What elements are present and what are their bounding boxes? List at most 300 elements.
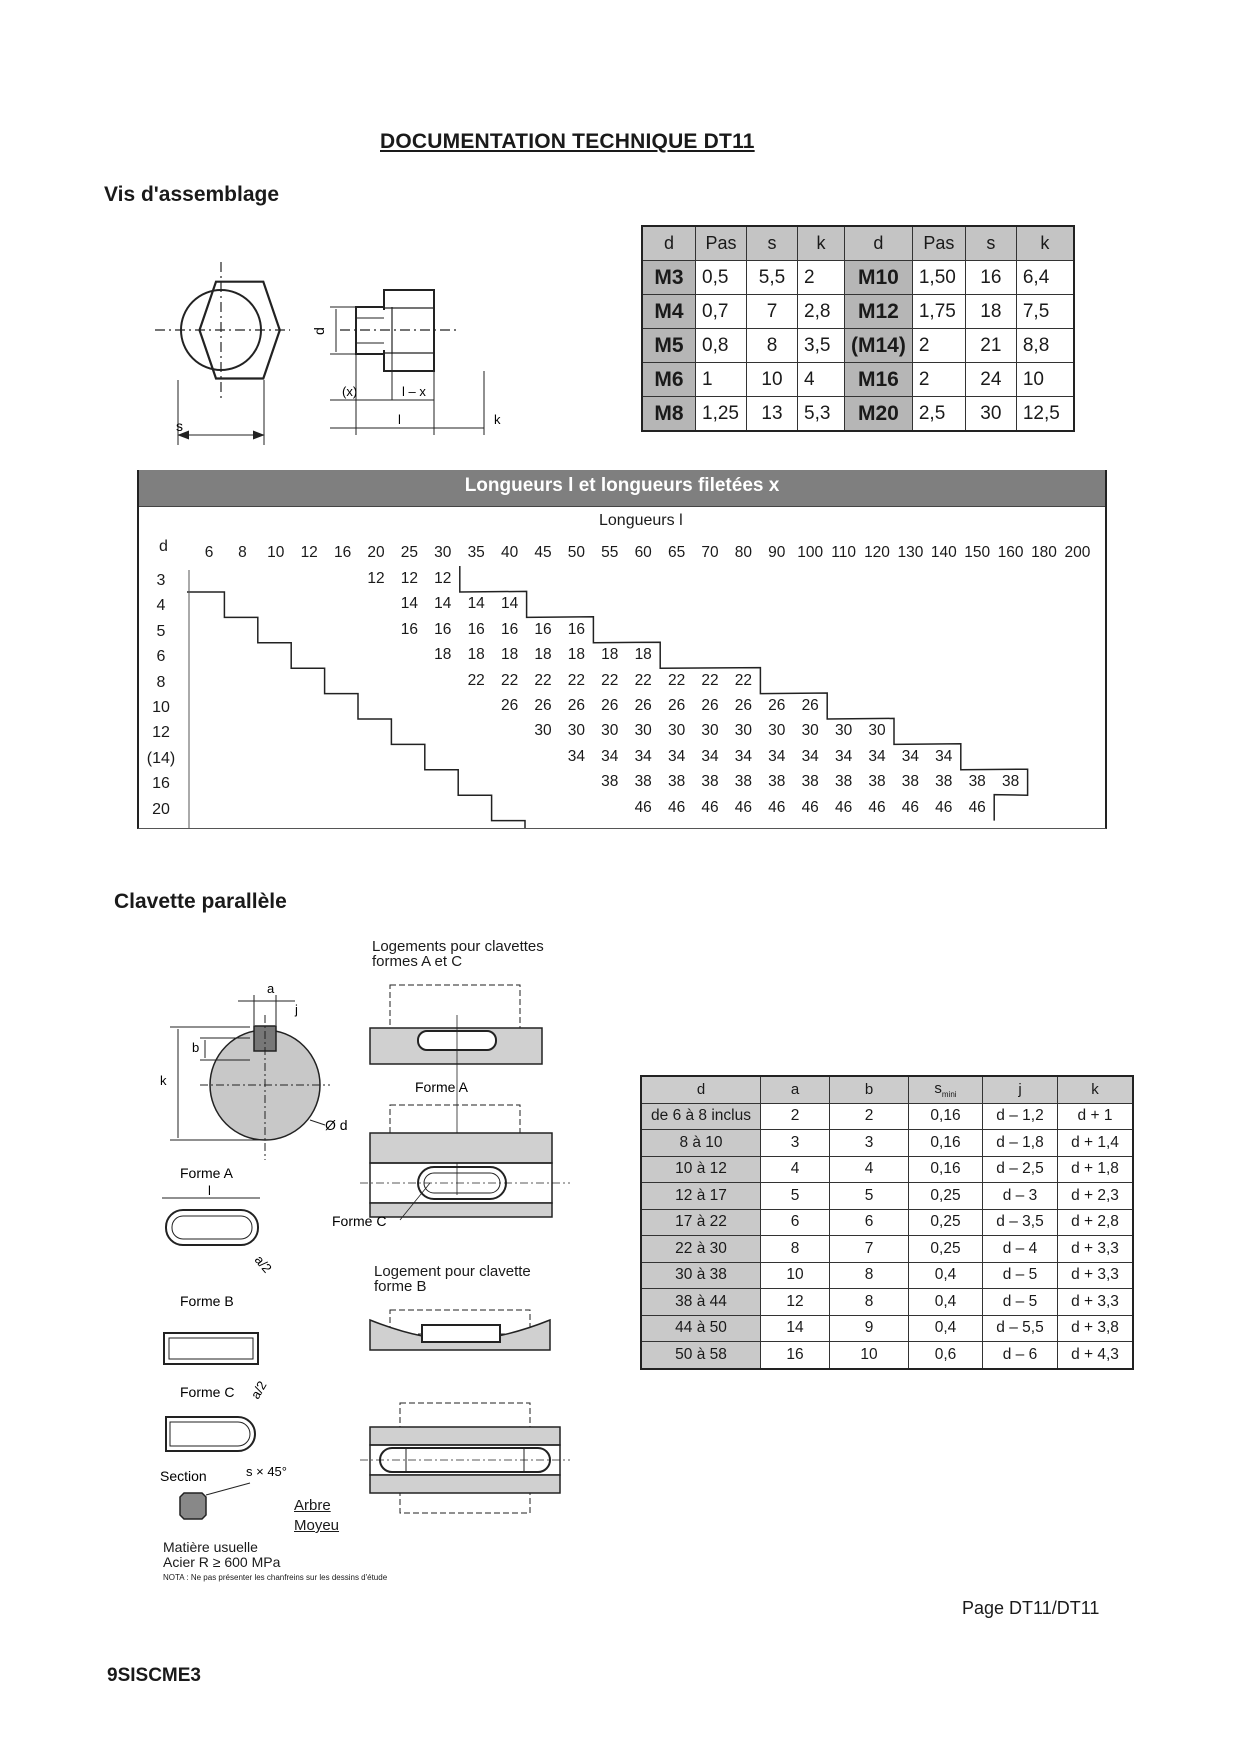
thread-length-cell: 30 — [701, 722, 719, 740]
thread-length-cell: 12 — [400, 570, 419, 587]
screws-heading: Vis d'assemblage — [104, 183, 280, 206]
table-cell: 0,25 — [909, 1183, 983, 1210]
table-cell: 7,5 — [1016, 295, 1074, 329]
housing-ac-line-1: Logements pour clavettes — [372, 938, 544, 955]
table-row — [641, 1183, 1133, 1210]
housing-ac-line-2: formes A et C — [372, 953, 463, 970]
diameter-label: 16 — [152, 775, 170, 793]
dim-b: b — [192, 1040, 200, 1055]
length-header: 70 — [701, 544, 719, 561]
thread-length-cell: 46 — [734, 798, 753, 816]
table-cell: 3 — [830, 1130, 909, 1157]
thread-length-cell: 22 — [667, 671, 686, 689]
table-cell: d – 3 — [983, 1183, 1058, 1210]
thread-length-cell: 26 — [534, 697, 552, 714]
thread-length-cell: 26 — [801, 697, 819, 714]
thread-length-cell: 46 — [834, 798, 853, 816]
table-cell: 10 à 12 — [641, 1156, 761, 1183]
length-header: 150 — [964, 544, 991, 561]
length-header: 10 — [267, 544, 285, 561]
thread-length-cell: 38 — [935, 773, 953, 791]
thread-length-cell: 34 — [667, 747, 686, 765]
table-cell: 1,25 — [696, 397, 747, 432]
diameter-label: 6 — [156, 648, 166, 666]
label-moyeu: Moyeu — [294, 1517, 340, 1534]
length-header: 45 — [534, 544, 552, 561]
thread-length-cell: 18 — [634, 646, 652, 664]
table-cell: 24 — [965, 363, 1016, 397]
table-cell: M8 — [642, 397, 696, 432]
thread-length-cell: 34 — [868, 747, 886, 765]
table-cell: 8 — [747, 329, 798, 363]
thread-length-cell: 34 — [701, 747, 719, 765]
thread-length-cell: 26 — [768, 697, 786, 714]
dim-l: l — [208, 1183, 211, 1198]
lengths-subtitle: Longueurs l — [599, 512, 683, 529]
thread-length-cell: 30 — [734, 722, 753, 740]
diameter-label: 12 — [152, 724, 170, 742]
thread-length-cell: 16 — [434, 620, 452, 638]
table-cell: de 6 à 8 inclus — [641, 1103, 761, 1130]
table-cell: 1,50 — [912, 261, 965, 295]
length-header: 16 — [333, 544, 352, 561]
thread-length-cell: 38 — [634, 773, 652, 791]
thread-length-cell: 22 — [534, 671, 552, 689]
table-cell: 6 — [761, 1209, 830, 1236]
thread-length-cell: 18 — [467, 646, 485, 664]
table-cell: M20 — [845, 397, 913, 432]
table-cell: 5,5 — [747, 261, 798, 295]
housing-b-line-2: forme B — [374, 1278, 427, 1295]
label-section: Section — [160, 1468, 207, 1484]
thread-length-cell: 22 — [701, 671, 719, 689]
thread-length-cell: 46 — [701, 798, 719, 816]
keys-table-header — [641, 1076, 1133, 1103]
thread-length-cell: 30 — [801, 722, 819, 740]
diameter-label: 8 — [156, 673, 166, 691]
thread-length-cell: 22 — [601, 671, 619, 689]
table-cell: M16 — [845, 363, 913, 397]
table-cell: 8 — [761, 1236, 830, 1263]
length-header: 160 — [997, 544, 1024, 561]
table-cell: d – 1,8 — [983, 1130, 1058, 1157]
keys-table — [640, 1075, 1134, 1370]
screw-side-view — [330, 290, 484, 435]
table-row — [641, 1289, 1133, 1316]
thread-length-cell: 30 — [834, 722, 853, 740]
thread-length-cell: 46 — [634, 798, 652, 816]
table-cell: 50 à 58 — [641, 1342, 761, 1369]
table-cell: 0,7 — [696, 295, 747, 329]
dim-a-half-c: a/2 — [247, 1378, 270, 1402]
thread-length-cell: 38 — [667, 773, 686, 791]
thread-length-cell: 34 — [634, 747, 652, 765]
thread-length-cell: 14 — [400, 595, 419, 613]
thread-length-cell: 30 — [768, 722, 786, 740]
keys-table-body — [641, 1103, 1133, 1369]
thread-length-cell: 22 — [634, 671, 652, 689]
table-cell: 6,4 — [1016, 261, 1074, 295]
table-cell: 12 à 17 — [641, 1183, 761, 1210]
d-column-header: d — [159, 538, 168, 555]
label-forme-c: Forme C — [180, 1384, 235, 1400]
thread-length-cell: 34 — [768, 747, 786, 765]
length-header: 140 — [930, 544, 957, 561]
thread-length-cell: 38 — [901, 773, 920, 791]
length-header: 90 — [768, 544, 786, 561]
dim-j: j — [295, 1002, 298, 1017]
table-row — [642, 363, 1074, 397]
table-cell: 4 — [761, 1156, 830, 1183]
length-header: 80 — [734, 544, 753, 561]
length-header: 120 — [864, 544, 890, 561]
th-a: a — [761, 1076, 830, 1103]
table-cell: d – 5,5 — [983, 1315, 1058, 1342]
thread-length-cell: 18 — [601, 646, 619, 664]
table-cell: 0,6 — [909, 1342, 983, 1369]
table-cell: 8 — [830, 1289, 909, 1316]
table-cell: 3 — [761, 1130, 830, 1157]
table-cell: 14 — [761, 1315, 830, 1342]
table-cell: 2 — [912, 329, 965, 363]
table-cell: 12,5 — [1016, 397, 1074, 432]
length-header: 100 — [797, 544, 824, 561]
thread-length-cell: 46 — [768, 798, 786, 816]
diameter-label: 20 — [152, 800, 170, 818]
table-cell: d – 5 — [983, 1262, 1058, 1289]
table-row — [641, 1315, 1133, 1342]
table-cell: 5 — [830, 1183, 909, 1210]
thread-length-cell: 38 — [834, 773, 853, 791]
table-cell: 0,4 — [909, 1315, 983, 1342]
thread-length-cell: 16 — [467, 620, 485, 638]
page-title: DOCUMENTATION TECHNIQUE DT11 — [380, 130, 755, 153]
table-cell: M3 — [642, 261, 696, 295]
table-row — [642, 261, 1074, 295]
thread-length-cell: 30 — [667, 722, 686, 740]
thread-length-cell: 46 — [901, 798, 920, 816]
th-b: b — [830, 1076, 909, 1103]
thread-length-cell: 30 — [567, 722, 586, 740]
th-s-sub: mini — [941, 1090, 957, 1100]
diameter-label: 3 — [156, 572, 166, 589]
table-cell: 4 — [798, 363, 845, 397]
thread-length-cell: 22 — [500, 671, 519, 689]
housing-ac-caption — [372, 939, 544, 969]
table-cell: 0,4 — [909, 1262, 983, 1289]
lengths-table-title: Longueurs l et longueurs filetées x — [464, 475, 780, 496]
table-cell: d + 3,3 — [1058, 1289, 1134, 1316]
table-cell: 10 — [761, 1262, 830, 1289]
thread-length-cell: 18 — [500, 646, 519, 664]
thread-length-cell: 46 — [935, 798, 953, 816]
table-cell: 30 à 38 — [641, 1262, 761, 1289]
table-cell: 7 — [747, 295, 798, 329]
table-cell: d – 4 — [983, 1236, 1058, 1263]
housing-b-line-1: Logement pour clavette — [374, 1263, 531, 1280]
page-number: Page DT11/DT11 — [962, 1598, 1100, 1618]
thread-length-cell: 18 — [534, 646, 552, 664]
length-header: 8 — [238, 544, 247, 561]
table-cell: d – 5 — [983, 1289, 1058, 1316]
thread-length-cell: 12 — [367, 570, 385, 587]
key-forme-a-drawing — [162, 1198, 260, 1245]
table-cell: M12 — [845, 295, 913, 329]
dim-a: a — [267, 981, 275, 996]
thread-length-cell: 34 — [601, 747, 619, 765]
table-cell: 0,4 — [909, 1289, 983, 1316]
table-cell: d + 3,8 — [1058, 1315, 1134, 1342]
thread-length-cell: 22 — [567, 671, 586, 689]
table-cell: 38 à 44 — [641, 1289, 761, 1316]
table-row — [641, 1209, 1133, 1236]
table-cell: d + 1,8 — [1058, 1156, 1134, 1183]
dim-a-half: a/2 — [251, 1252, 275, 1276]
label-forme-a-housing: Forme A — [415, 1079, 468, 1095]
label-arbre: Arbre — [294, 1497, 331, 1514]
table-cell: 0,5 — [696, 261, 747, 295]
length-header: 6 — [204, 544, 214, 561]
table-cell: 7 — [830, 1236, 909, 1263]
thread-length-cell: 34 — [567, 747, 586, 765]
length-header: 30 — [434, 544, 452, 561]
thread-length-cell: 26 — [634, 697, 652, 714]
table-row — [642, 329, 1074, 363]
thread-length-cell: 34 — [834, 747, 853, 765]
max-length-staircase — [460, 566, 1028, 821]
table-cell: 5 — [761, 1183, 830, 1210]
table-cell: 2,8 — [798, 295, 845, 329]
thread-length-cell: 16 — [567, 620, 586, 638]
table-row — [641, 1130, 1133, 1157]
thread-length-cell: 16 — [400, 620, 419, 638]
table-cell: 2 — [912, 363, 965, 397]
th-d: d — [845, 226, 913, 261]
thread-length-cell: 38 — [1001, 773, 1020, 791]
table-row — [642, 397, 1074, 432]
dim-k: k — [160, 1073, 167, 1088]
thread-length-cell: 38 — [601, 773, 619, 791]
th-k: k — [1058, 1076, 1134, 1103]
table-cell: d – 6 — [983, 1342, 1058, 1369]
table-cell: M5 — [642, 329, 696, 363]
table-cell: 18 — [965, 295, 1016, 329]
label-chamfer: s × 45° — [246, 1464, 287, 1479]
table-row — [641, 1103, 1133, 1130]
th-s-label: s — [934, 1080, 942, 1098]
thread-length-cell: 14 — [434, 595, 452, 613]
table-row — [642, 295, 1074, 329]
thread-length-cell: 46 — [801, 798, 819, 816]
th-pas: Pas — [912, 226, 965, 261]
table-cell: 0,25 — [909, 1236, 983, 1263]
material-line-2: Acier R ≥ 600 MPa — [163, 1554, 281, 1570]
document-code: 9SISCME3 — [107, 1665, 201, 1686]
staircase-lines — [139, 470, 1105, 828]
table-cell: 4 — [830, 1156, 909, 1183]
thread-length-cell: 38 — [801, 773, 819, 791]
table-cell: d – 2,5 — [983, 1156, 1058, 1183]
th-k: k — [798, 226, 845, 261]
table-row — [641, 1262, 1133, 1289]
table-cell: 13 — [747, 397, 798, 432]
length-header: 65 — [667, 544, 686, 561]
min-length-staircase — [187, 592, 525, 828]
thread-length-cell: 26 — [667, 697, 686, 714]
length-header: 55 — [601, 544, 619, 561]
key-forme-b-drawing — [164, 1333, 258, 1364]
thread-length-cell: 14 — [500, 595, 519, 613]
table-cell: d + 2,3 — [1058, 1183, 1134, 1210]
shaft-section — [170, 995, 330, 1160]
thread-length-cell: 34 — [801, 747, 819, 765]
table-cell: 10 — [1016, 363, 1074, 397]
table-cell: d + 1,4 — [1058, 1130, 1134, 1157]
table-cell: 2 — [761, 1103, 830, 1130]
diameter-label: 10 — [152, 699, 170, 716]
label-forme-a: Forme A — [180, 1165, 233, 1181]
thread-length-cell: 38 — [768, 773, 786, 791]
table-row — [641, 1156, 1133, 1183]
table-cell: 44 à 50 — [641, 1315, 761, 1342]
thread-length-cell: 26 — [701, 697, 719, 714]
th-pas: Pas — [696, 226, 747, 261]
diameter-label: (14) — [146, 749, 176, 767]
table-cell: d + 3,3 — [1058, 1236, 1134, 1263]
length-header: 20 — [367, 544, 385, 561]
label-l: l — [398, 412, 401, 427]
table-cell: 2 — [830, 1103, 909, 1130]
table-cell: 9 — [830, 1315, 909, 1342]
thread-length-cell: 26 — [500, 697, 519, 714]
length-header: 130 — [897, 544, 924, 561]
thread-length-cell: 26 — [601, 697, 619, 714]
table-cell: d + 3,3 — [1058, 1262, 1134, 1289]
material-note — [163, 1540, 280, 1570]
thread-length-cell: 38 — [968, 773, 986, 791]
thread-length-cell: 16 — [500, 620, 519, 638]
nota: NOTA : Ne pas présenter les chanfreins sur les dessins d'étude — [163, 1573, 388, 1582]
housing-b — [370, 1310, 550, 1350]
thread-length-cell: 30 — [634, 722, 652, 740]
screw-drawing — [150, 260, 550, 450]
thread-length-cell: 18 — [434, 646, 452, 664]
table-cell: 0,16 — [909, 1130, 983, 1157]
table-cell: 21 — [965, 329, 1016, 363]
thread-length-cell: 30 — [534, 722, 552, 740]
table-cell: 0,25 — [909, 1209, 983, 1236]
thread-length-cell: 38 — [868, 773, 886, 791]
label-x: (x) — [342, 384, 358, 399]
label-forme-b: Forme B — [180, 1293, 234, 1309]
table-cell: 16 — [965, 261, 1016, 295]
label-l-minus-x: l – x — [402, 384, 426, 399]
housing-shaft-hub — [360, 1403, 570, 1513]
housing-ac-bottom — [360, 1105, 570, 1220]
table-cell: 30 — [965, 397, 1016, 432]
table-cell: M6 — [642, 363, 696, 397]
length-header: 35 — [467, 544, 485, 561]
table-cell: 17 à 22 — [641, 1209, 761, 1236]
th-s: s — [965, 226, 1016, 261]
table-cell: 22 à 30 — [641, 1236, 761, 1263]
table-cell: d – 3,5 — [983, 1209, 1058, 1236]
table-cell: 3,5 — [798, 329, 845, 363]
table-cell: 10 — [747, 363, 798, 397]
table-cell: 1 — [696, 363, 747, 397]
table-row — [641, 1236, 1133, 1263]
thread-length-cell: 38 — [701, 773, 719, 791]
thread-length-cell: 18 — [567, 646, 586, 664]
material-line-1: Matière usuelle — [163, 1539, 258, 1555]
table-cell: 16 — [761, 1342, 830, 1369]
thread-length-cell: 46 — [667, 798, 686, 816]
key-forme-c-drawing — [166, 1417, 255, 1451]
length-header: 110 — [831, 544, 856, 561]
length-header: 25 — [400, 544, 419, 561]
table-cell: 8,8 — [1016, 329, 1074, 363]
table-cell: d + 2,8 — [1058, 1209, 1134, 1236]
label-k: k — [494, 412, 501, 427]
table-cell: M4 — [642, 295, 696, 329]
length-header: 60 — [634, 544, 652, 561]
thread-length-cell: 12 — [434, 570, 452, 587]
table-cell: 6 — [830, 1209, 909, 1236]
table-cell: 12 — [761, 1289, 830, 1316]
table-cell: 5,3 — [798, 397, 845, 432]
thread-length-cell: 22 — [467, 671, 485, 689]
lengths-table — [137, 470, 1107, 829]
table-row — [641, 1342, 1133, 1369]
thread-length-cell: 30 — [868, 722, 886, 740]
label-forme-c-housing: Forme C — [332, 1213, 387, 1229]
th-d: d — [641, 1076, 761, 1103]
keys-heading: Clavette parallèle — [114, 890, 287, 913]
screws-table-header — [642, 226, 1074, 261]
thread-length-cell: 14 — [467, 595, 485, 613]
table-cell: 2,5 — [912, 397, 965, 432]
table-cell: M10 — [845, 261, 913, 295]
thread-length-cell: 30 — [601, 722, 619, 740]
thread-length-cell: 46 — [868, 798, 886, 816]
th-s — [909, 1076, 983, 1103]
key-section-drawing — [180, 1483, 250, 1519]
key-shapes-drawing — [150, 955, 360, 1545]
table-cell: d + 4,3 — [1058, 1342, 1134, 1369]
thread-length-cell: 34 — [935, 747, 953, 765]
table-cell: 10 — [830, 1342, 909, 1369]
thread-length-cell: 46 — [968, 798, 986, 816]
length-header: 40 — [500, 544, 519, 561]
thread-length-cell: 22 — [734, 671, 753, 689]
table-cell: (M14) — [845, 329, 913, 363]
thread-length-cell: 34 — [901, 747, 920, 765]
screws-table — [641, 225, 1075, 432]
housing-b-caption — [374, 1264, 531, 1294]
th-s: s — [747, 226, 798, 261]
table-cell: 8 à 10 — [641, 1130, 761, 1157]
diameter-label: 5 — [156, 622, 166, 640]
length-header: 200 — [1064, 544, 1091, 561]
thread-length-cell: 16 — [534, 620, 552, 638]
length-header: 180 — [1031, 544, 1057, 561]
thread-length-cell: 26 — [567, 697, 586, 714]
thread-length-cell: 38 — [734, 773, 753, 791]
th-d: d — [642, 226, 696, 261]
thread-length-cell: 34 — [734, 747, 753, 765]
table-cell: 0,8 — [696, 329, 747, 363]
table-cell: 1,75 — [912, 295, 965, 329]
